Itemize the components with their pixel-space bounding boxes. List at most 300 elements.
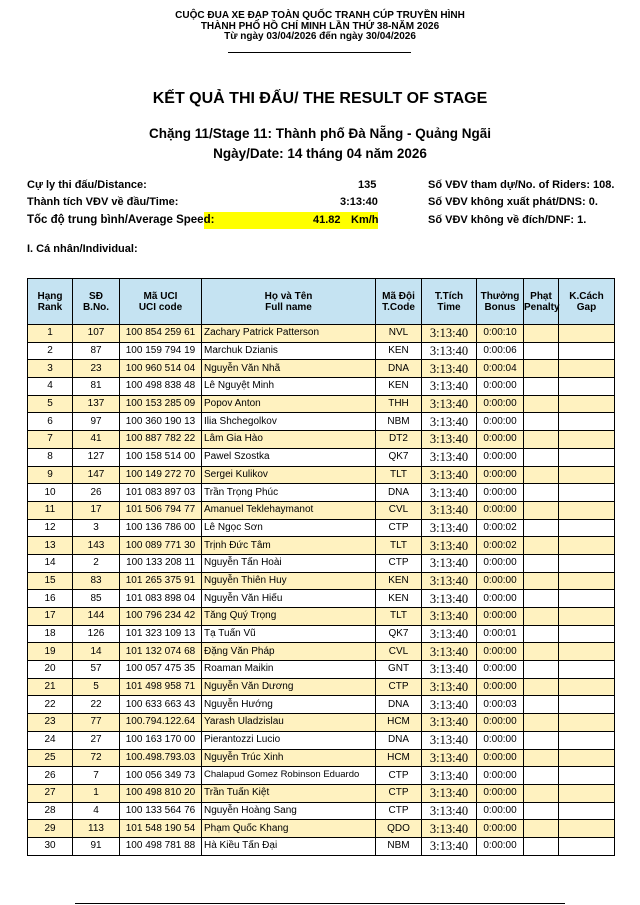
table-cell: 29 bbox=[28, 820, 73, 838]
table-cell bbox=[524, 501, 559, 519]
table-cell: 100 057 475 35 bbox=[120, 661, 202, 679]
table-cell: 41 bbox=[73, 431, 120, 449]
table-cell: 0:00:00 bbox=[477, 484, 524, 502]
table-cell: Phạm Quốc Khang bbox=[202, 820, 376, 838]
table-cell: 14 bbox=[73, 643, 120, 661]
table-cell: 100 149 272 70 bbox=[120, 466, 202, 484]
table-cell: 100 633 663 43 bbox=[120, 696, 202, 714]
table-cell bbox=[559, 625, 615, 643]
table-cell: 3:13:40 bbox=[422, 749, 477, 767]
table-cell: 0:00:00 bbox=[477, 608, 524, 626]
table-cell: QK7 bbox=[376, 625, 422, 643]
table-cell: Popov Anton bbox=[202, 395, 376, 413]
table-cell: Lê Nguyệt Minh bbox=[202, 378, 376, 396]
distance-value: 135 bbox=[358, 179, 377, 191]
table-cell bbox=[524, 378, 559, 396]
table-cell: NBM bbox=[376, 837, 422, 855]
table-cell bbox=[524, 360, 559, 378]
table-row bbox=[28, 696, 615, 714]
table-cell: TLT bbox=[376, 537, 422, 555]
table-cell: 14 bbox=[28, 554, 73, 572]
table-cell bbox=[524, 325, 559, 343]
table-cell: 100 796 234 42 bbox=[120, 608, 202, 626]
table-cell: 77 bbox=[73, 714, 120, 732]
table-cell: 91 bbox=[73, 837, 120, 855]
table-row bbox=[28, 519, 615, 537]
table-cell: 0:00:00 bbox=[477, 448, 524, 466]
table-cell: 12 bbox=[28, 519, 73, 537]
table-cell: DNA bbox=[376, 360, 422, 378]
table-cell: 0:00:04 bbox=[477, 360, 524, 378]
table-cell: 57 bbox=[73, 661, 120, 679]
table-row bbox=[28, 554, 615, 572]
table-cell: Trịnh Đức Tâm bbox=[202, 537, 376, 555]
table-row bbox=[28, 325, 615, 343]
header-line-2: THÀNH PHỐ HỒ CHÍ MINH LẦN THỨ 38-NĂM 2026 bbox=[200, 20, 440, 32]
table-cell: 3:13:40 bbox=[422, 413, 477, 431]
table-cell: 28 bbox=[28, 802, 73, 820]
table-cell: 3:13:40 bbox=[422, 678, 477, 696]
table-cell bbox=[524, 696, 559, 714]
table-cell: 100 960 514 04 bbox=[120, 360, 202, 378]
table-cell: 3:13:40 bbox=[422, 554, 477, 572]
table-row bbox=[28, 820, 615, 838]
col-time: T.Tích Time bbox=[422, 279, 477, 325]
page-title: KẾT QUẢ THI ĐẤU/ THE RESULT OF STAGE bbox=[152, 90, 488, 107]
table-cell bbox=[559, 325, 615, 343]
table-cell: 7 bbox=[73, 767, 120, 785]
table-cell: 100.794.122.64 bbox=[120, 714, 202, 732]
table-cell: KEN bbox=[376, 590, 422, 608]
table-cell: Tăng Quý Trọng bbox=[202, 608, 376, 626]
table-cell: 1 bbox=[28, 325, 73, 343]
table-cell: 100 498 838 48 bbox=[120, 378, 202, 396]
table-row bbox=[28, 413, 615, 431]
table-cell: KEN bbox=[376, 572, 422, 590]
table-cell: 97 bbox=[73, 413, 120, 431]
table-cell: 2 bbox=[28, 342, 73, 360]
col-rank: Hạng Rank bbox=[28, 279, 73, 325]
table-cell bbox=[559, 767, 615, 785]
table-cell: 3:13:40 bbox=[422, 395, 477, 413]
table-row bbox=[28, 501, 615, 519]
table-cell: 126 bbox=[73, 625, 120, 643]
table-cell bbox=[559, 731, 615, 749]
table-cell: 3:13:40 bbox=[422, 767, 477, 785]
table-cell: 26 bbox=[28, 767, 73, 785]
table-row bbox=[28, 360, 615, 378]
table-cell bbox=[524, 484, 559, 502]
col-penalty: Phạt Penalty bbox=[524, 279, 559, 325]
col-uci: Mã UCI UCI code bbox=[120, 279, 202, 325]
distance-label: Cự ly thi đấu/Distance: bbox=[27, 179, 147, 191]
table-cell: 3:13:40 bbox=[422, 431, 477, 449]
table-cell bbox=[559, 608, 615, 626]
table-cell: 5 bbox=[28, 395, 73, 413]
table-cell: Zachary Patrick Patterson bbox=[202, 325, 376, 343]
table-cell: CTP bbox=[376, 784, 422, 802]
table-row bbox=[28, 572, 615, 590]
stage-date: Ngày/Date: 14 tháng 04 năm 2026 bbox=[213, 146, 427, 161]
table-cell: 17 bbox=[73, 501, 120, 519]
table-cell bbox=[524, 448, 559, 466]
table-cell: CVL bbox=[376, 643, 422, 661]
riders-count: Số VĐV tham dự/No. of Riders: 108. bbox=[428, 179, 615, 191]
table-cell: DNA bbox=[376, 731, 422, 749]
table-cell: Lâm Gia Hào bbox=[202, 431, 376, 449]
table-cell: 0:00:00 bbox=[477, 413, 524, 431]
table-cell: CTP bbox=[376, 554, 422, 572]
table-cell bbox=[559, 554, 615, 572]
table-cell: CTP bbox=[376, 767, 422, 785]
table-cell: 7 bbox=[28, 431, 73, 449]
table-cell: 0:00:06 bbox=[477, 342, 524, 360]
table-cell: 101 083 898 04 bbox=[120, 590, 202, 608]
table-cell: QDO bbox=[376, 820, 422, 838]
col-name: Họ và Tên Full name bbox=[202, 279, 376, 325]
table-cell: HCM bbox=[376, 749, 422, 767]
table-cell: 0:00:00 bbox=[477, 572, 524, 590]
table-cell: 87 bbox=[73, 342, 120, 360]
table-cell: 26 bbox=[73, 484, 120, 502]
results-table bbox=[27, 278, 615, 856]
table-cell: 0:00:00 bbox=[477, 431, 524, 449]
table-cell: Nguyễn Trúc Xinh bbox=[202, 749, 376, 767]
table-cell bbox=[524, 820, 559, 838]
table-cell: 100 498 810 20 bbox=[120, 784, 202, 802]
header-divider bbox=[228, 52, 411, 53]
table-cell: 3:13:40 bbox=[422, 501, 477, 519]
table-cell: NBM bbox=[376, 413, 422, 431]
table-cell bbox=[559, 784, 615, 802]
table-row bbox=[28, 431, 615, 449]
table-cell: CVL bbox=[376, 501, 422, 519]
table-cell: 83 bbox=[73, 572, 120, 590]
table-cell: 8 bbox=[28, 448, 73, 466]
table-row bbox=[28, 643, 615, 661]
table-cell bbox=[524, 572, 559, 590]
table-row bbox=[28, 342, 615, 360]
table-cell bbox=[524, 678, 559, 696]
table-cell bbox=[559, 501, 615, 519]
table-cell: 101 323 109 13 bbox=[120, 625, 202, 643]
table-cell: Pawel Szostka bbox=[202, 448, 376, 466]
table-cell: 0:00:00 bbox=[477, 749, 524, 767]
table-cell: 3:13:40 bbox=[422, 325, 477, 343]
table-cell: 9 bbox=[28, 466, 73, 484]
table-cell bbox=[559, 661, 615, 679]
table-cell: Yarash Uladzislau bbox=[202, 714, 376, 732]
table-cell: 100 887 782 22 bbox=[120, 431, 202, 449]
table-cell: KEN bbox=[376, 342, 422, 360]
table-cell: 101 132 074 68 bbox=[120, 643, 202, 661]
table-cell bbox=[559, 643, 615, 661]
table-cell: 143 bbox=[73, 537, 120, 555]
speed-value: 41.82 bbox=[313, 214, 341, 226]
table-cell: 100 854 259 61 bbox=[120, 325, 202, 343]
table-cell: 23 bbox=[73, 360, 120, 378]
table-cell bbox=[559, 837, 615, 855]
table-cell: 0:00:00 bbox=[477, 802, 524, 820]
table-cell: 0:00:00 bbox=[477, 820, 524, 838]
table-cell: Nguyễn Hướng bbox=[202, 696, 376, 714]
table-cell: 25 bbox=[28, 749, 73, 767]
table-cell: 3:13:40 bbox=[422, 802, 477, 820]
col-team: Mã Đội T.Code bbox=[376, 279, 422, 325]
table-row bbox=[28, 661, 615, 679]
table-row bbox=[28, 731, 615, 749]
table-cell: 0:00:00 bbox=[477, 714, 524, 732]
table-cell bbox=[524, 767, 559, 785]
table-row bbox=[28, 608, 615, 626]
table-cell: 2 bbox=[73, 554, 120, 572]
table-cell bbox=[559, 431, 615, 449]
table-row bbox=[28, 625, 615, 643]
table-cell: Pierantozzi Lucio bbox=[202, 731, 376, 749]
table-cell: Nguyễn Văn Nhã bbox=[202, 360, 376, 378]
table-cell bbox=[559, 678, 615, 696]
table-cell: 0:00:00 bbox=[477, 378, 524, 396]
table-cell: KEN bbox=[376, 378, 422, 396]
table-cell bbox=[559, 820, 615, 838]
table-cell: 3 bbox=[28, 360, 73, 378]
table-cell: GNT bbox=[376, 661, 422, 679]
footer-divider bbox=[75, 903, 565, 904]
table-cell: 113 bbox=[73, 820, 120, 838]
table-cell: 0:00:00 bbox=[477, 466, 524, 484]
table-cell: 3:13:40 bbox=[422, 820, 477, 838]
table-cell bbox=[559, 572, 615, 590]
table-cell bbox=[559, 714, 615, 732]
table-cell: 0:00:00 bbox=[477, 731, 524, 749]
table-cell: 0:00:00 bbox=[477, 554, 524, 572]
table-cell: Tạ Tuấn Vũ bbox=[202, 625, 376, 643]
table-cell: 3:13:40 bbox=[422, 837, 477, 855]
header-line-3: Từ ngày 03/04/2026 đến ngày 30/04/2026 bbox=[224, 31, 416, 42]
table-cell: 100 056 349 73 bbox=[120, 767, 202, 785]
table-cell: 0:00:03 bbox=[477, 696, 524, 714]
table-cell bbox=[524, 537, 559, 555]
table-cell: 100 153 285 09 bbox=[120, 395, 202, 413]
table-cell: 3:13:40 bbox=[422, 714, 477, 732]
table-cell: 3:13:40 bbox=[422, 784, 477, 802]
table-row bbox=[28, 484, 615, 502]
table-cell: 101 083 897 03 bbox=[120, 484, 202, 502]
table-cell bbox=[524, 749, 559, 767]
table-cell bbox=[524, 395, 559, 413]
table-cell bbox=[524, 784, 559, 802]
table-cell: CTP bbox=[376, 519, 422, 537]
col-gap: K.Cách Gap bbox=[559, 279, 615, 325]
table-cell bbox=[559, 519, 615, 537]
table-cell: Sergei Kulikov bbox=[202, 466, 376, 484]
table-cell: 21 bbox=[28, 678, 73, 696]
header-line-1: CUỘC ĐUA XE ĐẠP TOÀN QUỐC TRANH CÚP TRUYỀN HÌNH bbox=[175, 10, 465, 21]
table-cell: CTP bbox=[376, 678, 422, 696]
table-cell bbox=[559, 802, 615, 820]
table-row bbox=[28, 590, 615, 608]
table-cell: 3:13:40 bbox=[422, 608, 477, 626]
table-cell: 6 bbox=[28, 413, 73, 431]
table-cell: 101 548 190 54 bbox=[120, 820, 202, 838]
table-cell: Ilia Shchegolkov bbox=[202, 413, 376, 431]
table-cell: 3:13:40 bbox=[422, 661, 477, 679]
table-cell bbox=[559, 537, 615, 555]
table-cell: Chalapud Gomez Robinson Eduardo bbox=[202, 767, 376, 785]
table-cell: 0:00:00 bbox=[477, 590, 524, 608]
table-cell bbox=[559, 749, 615, 767]
table-row bbox=[28, 749, 615, 767]
table-cell: 0:00:02 bbox=[477, 537, 524, 555]
table-cell: Roaman Maikin bbox=[202, 661, 376, 679]
table-cell bbox=[524, 413, 559, 431]
table-cell: Nguyễn Văn Hiếu bbox=[202, 590, 376, 608]
table-cell: Lê Ngọc Sơn bbox=[202, 519, 376, 537]
table-cell: Trần Trọng Phúc bbox=[202, 484, 376, 502]
table-row bbox=[28, 784, 615, 802]
table-cell: Nguyễn Hoàng Sang bbox=[202, 802, 376, 820]
table-cell: 3:13:40 bbox=[422, 643, 477, 661]
table-row bbox=[28, 837, 615, 855]
table-cell: 3:13:40 bbox=[422, 448, 477, 466]
table-cell: Trần Tuấn Kiệt bbox=[202, 784, 376, 802]
table-cell: 100 159 794 19 bbox=[120, 342, 202, 360]
col-bonus: Thưởng Bonus bbox=[477, 279, 524, 325]
table-cell: 11 bbox=[28, 501, 73, 519]
table-cell: 16 bbox=[28, 590, 73, 608]
table-cell: 3:13:40 bbox=[422, 378, 477, 396]
table-cell bbox=[559, 484, 615, 502]
table-cell bbox=[524, 431, 559, 449]
table-cell: 3:13:40 bbox=[422, 696, 477, 714]
table-cell: 3:13:40 bbox=[422, 519, 477, 537]
table-cell: 0:00:10 bbox=[477, 325, 524, 343]
table-cell: 13 bbox=[28, 537, 73, 555]
table-cell bbox=[524, 342, 559, 360]
table-cell bbox=[559, 413, 615, 431]
table-cell: 19 bbox=[28, 643, 73, 661]
table-cell: Amanuel Teklehaymanot bbox=[202, 501, 376, 519]
table-cell: 22 bbox=[73, 696, 120, 714]
table-cell: 72 bbox=[73, 749, 120, 767]
table-cell: 0:00:00 bbox=[477, 837, 524, 855]
table-cell: Nguyễn Tấn Hoài bbox=[202, 554, 376, 572]
table-row bbox=[28, 466, 615, 484]
table-cell bbox=[559, 342, 615, 360]
table-cell: 100 136 786 00 bbox=[120, 519, 202, 537]
table-cell: 3:13:40 bbox=[422, 731, 477, 749]
table-cell: 15 bbox=[28, 572, 73, 590]
dns-count: Số VĐV không xuất phát/DNS: 0. bbox=[428, 196, 598, 208]
col-bno: SĐ B.No. bbox=[73, 279, 120, 325]
table-cell: 0:00:02 bbox=[477, 519, 524, 537]
table-cell: 0:00:00 bbox=[477, 767, 524, 785]
table-cell: 100 498 781 88 bbox=[120, 837, 202, 855]
table-cell: 18 bbox=[28, 625, 73, 643]
table-cell bbox=[559, 696, 615, 714]
table-cell: Hà Kiều Tấn Đại bbox=[202, 837, 376, 855]
table-cell: 27 bbox=[28, 784, 73, 802]
table-cell: 23 bbox=[28, 714, 73, 732]
table-cell bbox=[559, 590, 615, 608]
table-cell bbox=[524, 590, 559, 608]
table-cell: 4 bbox=[73, 802, 120, 820]
table-cell: Nguyễn Thiên Huy bbox=[202, 572, 376, 590]
table-cell: 3:13:40 bbox=[422, 342, 477, 360]
table-cell: 0:00:00 bbox=[477, 501, 524, 519]
table-cell bbox=[524, 625, 559, 643]
table-cell: 101 498 958 71 bbox=[120, 678, 202, 696]
table-row bbox=[28, 802, 615, 820]
table-row bbox=[28, 678, 615, 696]
table-cell: 0:00:00 bbox=[477, 678, 524, 696]
table-cell: TLT bbox=[376, 466, 422, 484]
table-cell: TLT bbox=[376, 608, 422, 626]
table-cell: QK7 bbox=[376, 448, 422, 466]
table-cell: 101 506 794 77 bbox=[120, 501, 202, 519]
table-cell bbox=[524, 466, 559, 484]
stage-title: Chặng 11/Stage 11: Thành phố Đà Nẵng - Quảng Ngãi bbox=[148, 126, 492, 141]
table-cell: 0:00:00 bbox=[477, 643, 524, 661]
table-cell: 137 bbox=[73, 395, 120, 413]
table-cell: 144 bbox=[73, 608, 120, 626]
table-cell: 27 bbox=[73, 731, 120, 749]
table-cell: 3:13:40 bbox=[422, 537, 477, 555]
table-cell: 5 bbox=[73, 678, 120, 696]
table-cell: 30 bbox=[28, 837, 73, 855]
table-cell bbox=[559, 378, 615, 396]
table-cell: Đặng Văn Pháp bbox=[202, 643, 376, 661]
table-cell: 3:13:40 bbox=[422, 360, 477, 378]
time-value: 3:13:40 bbox=[340, 196, 378, 208]
table-row bbox=[28, 378, 615, 396]
table-cell bbox=[524, 731, 559, 749]
table-row bbox=[28, 767, 615, 785]
table-cell: Nguyễn Văn Dương bbox=[202, 678, 376, 696]
table-cell: 10 bbox=[28, 484, 73, 502]
table-cell: 3:13:40 bbox=[422, 572, 477, 590]
speed-label: Tốc độ trung bình/Average Speed: bbox=[27, 214, 215, 226]
table-cell: 100 089 771 30 bbox=[120, 537, 202, 555]
table-cell: DNA bbox=[376, 484, 422, 502]
table-cell: 3 bbox=[73, 519, 120, 537]
table-cell: 0:00:01 bbox=[477, 625, 524, 643]
table-row bbox=[28, 714, 615, 732]
table-cell: 3:13:40 bbox=[422, 625, 477, 643]
speed-unit: Km/h bbox=[351, 214, 379, 226]
table-cell: CTP bbox=[376, 802, 422, 820]
table-cell: Marchuk Dzianis bbox=[202, 342, 376, 360]
table-cell bbox=[559, 448, 615, 466]
table-cell: 100 163 170 00 bbox=[120, 731, 202, 749]
table-cell: 107 bbox=[73, 325, 120, 343]
table-row bbox=[28, 395, 615, 413]
table-cell: 1 bbox=[73, 784, 120, 802]
table-cell bbox=[524, 643, 559, 661]
table-cell: 0:00:00 bbox=[477, 661, 524, 679]
table-cell bbox=[559, 466, 615, 484]
table-cell: NVL bbox=[376, 325, 422, 343]
table-header-row bbox=[28, 279, 615, 325]
table-cell bbox=[524, 714, 559, 732]
table-cell bbox=[524, 661, 559, 679]
table-cell: 100.498.793.03 bbox=[120, 749, 202, 767]
table-cell: 147 bbox=[73, 466, 120, 484]
table-cell: 20 bbox=[28, 661, 73, 679]
table-cell: 3:13:40 bbox=[422, 590, 477, 608]
table-cell bbox=[524, 837, 559, 855]
table-cell: THH bbox=[376, 395, 422, 413]
